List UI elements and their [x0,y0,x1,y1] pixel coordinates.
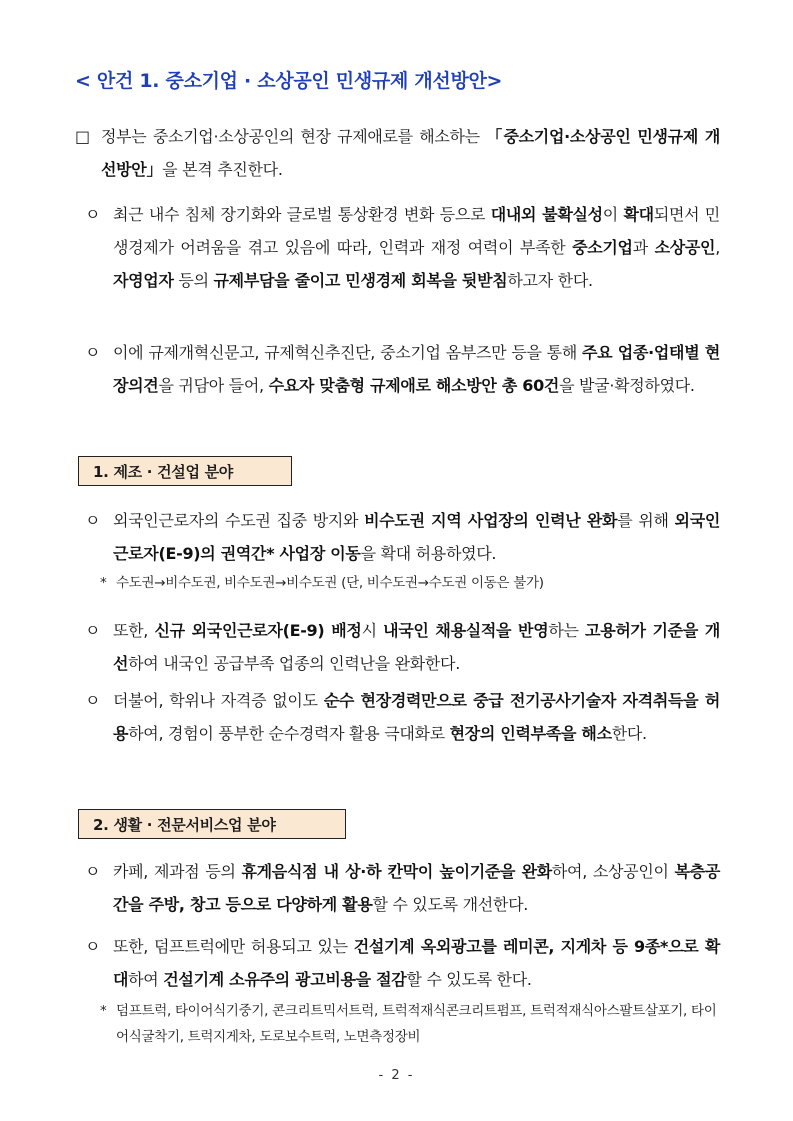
bullet-paragraph: ㅇ 또한, 신규 외국인근로자(E-9) 배정시 내국인 채용실적을 반영하는 고용허가 기준을 개선하여 내국인 공급부족 업종의 인력난을 완화한다. [85,614,720,680]
section-heading-services: 2. 생활 · 전문서비스업 분야 [78,809,346,839]
intro-paragraph: □ 정부는 중소기업·소상공인의 현장 규제애로를 해소하는 「중소기업·소상공인 민생규제 개선방안」을 본격 추진한다. [75,120,720,186]
page-title: < 안건 1. 중소기업 · 소상공인 민생규제 개선방안> [75,70,503,92]
bullet-paragraph: ㅇ 이에 규제개혁신문고, 규제혁신추진단, 중소기업 옴부즈만 등을 통해 주요 업종·업태별 현장의견을 귀담아 들어, 수요자 맞춤형 규제애로 해소방안 총 60건을 발굴·확정하였다. [85,336,720,402]
circle-bullet-icon: ㅇ [85,937,101,956]
footnote: * 수도권→비수도권, 비수도권→비수도권 (단, 비수도권→수도권 이동은 불가) [100,570,720,596]
bullet-paragraph: ㅇ 더불어, 학위나 자격증 없이도 순수 현장경력만으로 중급 전기공사기술자 자격취득을 허용하여, 경험이 풍부한 순수경력자 활용 극대화로 현장의 인력부족을 해소한다. [85,684,720,750]
footnote: * 덤프트럭, 타이어식기중기, 콘크리트믹서트럭, 트럭적재식콘크리트펌프, 트럭적재식아스팔트살포기, 타이어식굴착기, 트럭지게차, 도로보수트럭, 노면측정장비 [100,998,720,1050]
circle-bullet-icon: ㅇ [85,205,101,224]
asterisk-icon: * [100,1003,107,1019]
bullet-paragraph: ㅇ 외국인근로자의 수도권 집중 방지와 비수도권 지역 사업장의 인력난 완화를 위해 외국인근로자(E-9)의 권역간* 사업장 이동을 확대 허용하였다. [85,504,720,570]
square-bullet-icon: □ [75,127,90,146]
bullet-paragraph: ㅇ 카페, 제과점 등의 휴게음식점 내 상·하 칸막이 높이기준을 완화하여, 소상공인이 복층공간을 주방, 창고 등으로 다양하게 활용할 수 있도록 개선한다. [85,855,720,921]
circle-bullet-icon: ㅇ [85,691,101,710]
bullet-paragraph: ㅇ 최근 내수 침체 장기화와 글로벌 통상환경 변화 등으로 대내외 불확실성이 확대되면서 민생경제가 어려움을 겪고 있음에 따라, 인력과 재정 여력이 부족한 중소기업과 소상공인, 자영업자 등의 규제부담을 줄이고 민생경제 회복을 뒷받침하고자 한다. [85,198,720,297]
circle-bullet-icon: ㅇ [85,511,101,530]
bullet-paragraph: ㅇ 또한, 덤프트럭에만 허용되고 있는 건설기계 옥외광고를 레미콘, 지게차 등 9종*으로 확대하여 건설기계 소유주의 광고비용을 절감할 수 있도록 한다. [85,930,720,996]
circle-bullet-icon: ㅇ [85,343,101,362]
asterisk-icon: * [100,575,107,591]
page-number: - 2 - [378,1068,415,1083]
section-heading-manufacturing: 1. 제조 · 건설업 분야 [78,456,292,486]
circle-bullet-icon: ㅇ [85,621,101,640]
circle-bullet-icon: ㅇ [85,862,101,881]
